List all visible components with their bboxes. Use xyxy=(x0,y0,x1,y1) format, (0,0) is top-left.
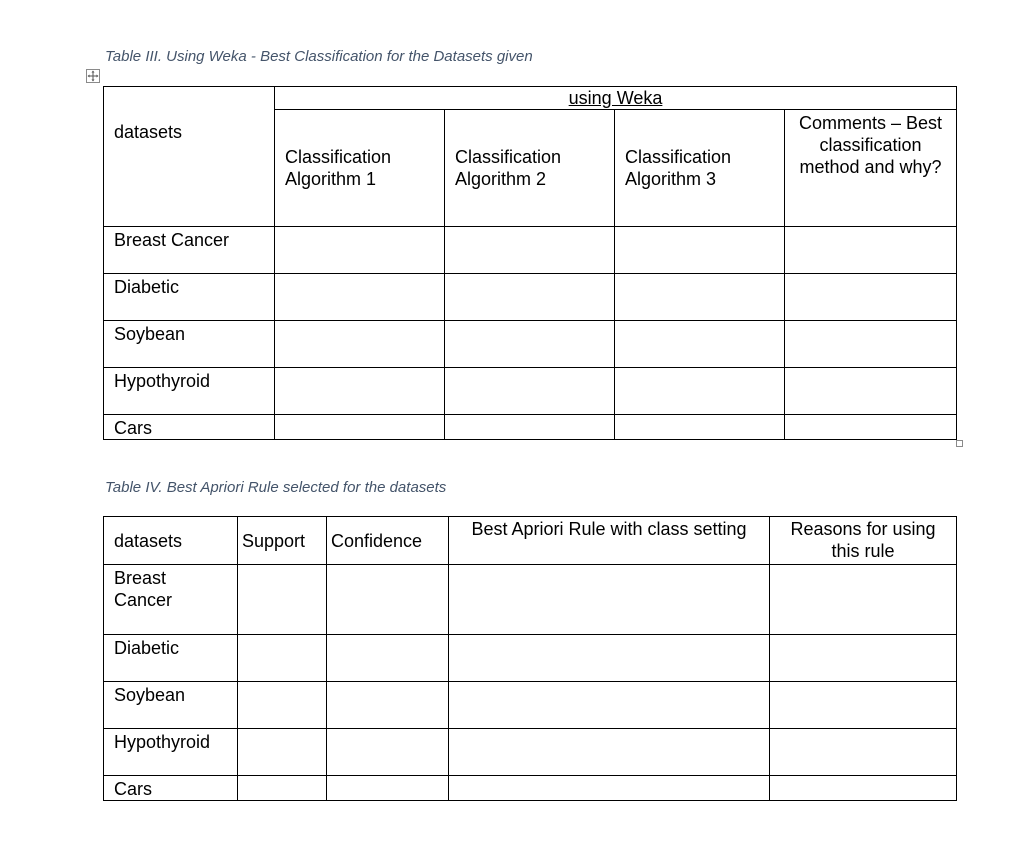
table3-header-comments: Comments – Best classification method and why? xyxy=(785,110,957,227)
table3-cell[interactable] xyxy=(275,321,445,368)
table4-cell[interactable] xyxy=(770,565,957,635)
table-row xyxy=(104,565,957,635)
table4-cell[interactable] xyxy=(449,682,770,729)
table3-cell[interactable] xyxy=(445,321,615,368)
table3-row-label: Diabetic xyxy=(104,274,275,321)
table-row xyxy=(104,635,957,682)
table-row xyxy=(104,368,957,415)
table-resize-handle[interactable] xyxy=(956,440,963,447)
table3-header-datasets: datasets xyxy=(104,87,275,227)
table4-cell[interactable] xyxy=(770,635,957,682)
table4-cell[interactable] xyxy=(238,776,327,801)
table4-caption: Table IV. Best Apriori Rule selected for the datasets xyxy=(105,479,447,496)
table4-cell[interactable] xyxy=(449,565,770,635)
table3-cell[interactable] xyxy=(275,227,445,274)
table3-cell[interactable] xyxy=(615,368,785,415)
table3-caption: Table III. Using Weka - Best Classification for the Datasets given xyxy=(105,48,533,65)
table3-cell[interactable] xyxy=(615,227,785,274)
table3-group-header: using Weka xyxy=(275,87,957,110)
table4-header-support: Support xyxy=(238,517,327,565)
table3-cell[interactable] xyxy=(785,368,957,415)
table4-cell[interactable] xyxy=(238,729,327,776)
table4-row-label: Cars xyxy=(104,776,238,801)
table4-cell[interactable] xyxy=(770,682,957,729)
table4-cell[interactable] xyxy=(770,729,957,776)
table-row xyxy=(104,274,957,321)
table3-row-label: Soybean xyxy=(104,321,275,368)
table3 xyxy=(103,86,957,440)
table3-cell[interactable] xyxy=(445,274,615,321)
table3-header-alg1: Classification Algorithm 1 xyxy=(275,110,445,227)
table3-cell[interactable] xyxy=(275,415,445,440)
table4-cell[interactable] xyxy=(449,729,770,776)
table-row xyxy=(104,729,957,776)
table4-row-label: Soybean xyxy=(104,682,238,729)
table3-cell[interactable] xyxy=(275,274,445,321)
table4-cell[interactable] xyxy=(238,682,327,729)
table-row xyxy=(104,227,957,274)
table4-cell[interactable] xyxy=(449,635,770,682)
table3-cell[interactable] xyxy=(445,415,615,440)
table4-cell[interactable] xyxy=(327,776,449,801)
table4-cell[interactable] xyxy=(238,565,327,635)
table4-header-confidence: Confidence xyxy=(327,517,449,565)
table3-cell[interactable] xyxy=(615,274,785,321)
table4-cell[interactable] xyxy=(327,729,449,776)
table-row xyxy=(104,776,957,801)
table-move-handle-icon[interactable] xyxy=(86,69,100,83)
table-row xyxy=(104,682,957,729)
table4 xyxy=(103,516,957,801)
table4-cell[interactable] xyxy=(327,635,449,682)
table4-header-reasons: Reasons for using this rule xyxy=(770,517,957,565)
table3-row-label: Breast Cancer xyxy=(104,227,275,274)
table4-cell[interactable] xyxy=(770,776,957,801)
table4-row-label: Hypothyroid xyxy=(104,729,238,776)
table3-cell[interactable] xyxy=(615,321,785,368)
table3-cell[interactable] xyxy=(785,415,957,440)
table4-row-label: Breast Cancer xyxy=(104,565,238,635)
table-row xyxy=(104,415,957,440)
table3-cell[interactable] xyxy=(785,321,957,368)
table4-cell[interactable] xyxy=(238,635,327,682)
table3-cell[interactable] xyxy=(785,274,957,321)
table3-row-label: Hypothyroid xyxy=(104,368,275,415)
table3-cell[interactable] xyxy=(445,368,615,415)
table3-cell[interactable] xyxy=(615,415,785,440)
table3-header-alg2: Classification Algorithm 2 xyxy=(445,110,615,227)
table4-cell[interactable] xyxy=(327,682,449,729)
table3-cell[interactable] xyxy=(785,227,957,274)
table4-cell[interactable] xyxy=(449,776,770,801)
table4-header-datasets: datasets xyxy=(104,517,238,565)
table3-header-alg3: Classification Algorithm 3 xyxy=(615,110,785,227)
table3-cell[interactable] xyxy=(445,227,615,274)
table4-cell[interactable] xyxy=(327,565,449,635)
table3-row-label: Cars xyxy=(104,415,275,440)
table4-header-rule: Best Apriori Rule with class setting xyxy=(449,517,770,565)
table-row xyxy=(104,321,957,368)
table3-cell[interactable] xyxy=(275,368,445,415)
table4-row-label: Diabetic xyxy=(104,635,238,682)
